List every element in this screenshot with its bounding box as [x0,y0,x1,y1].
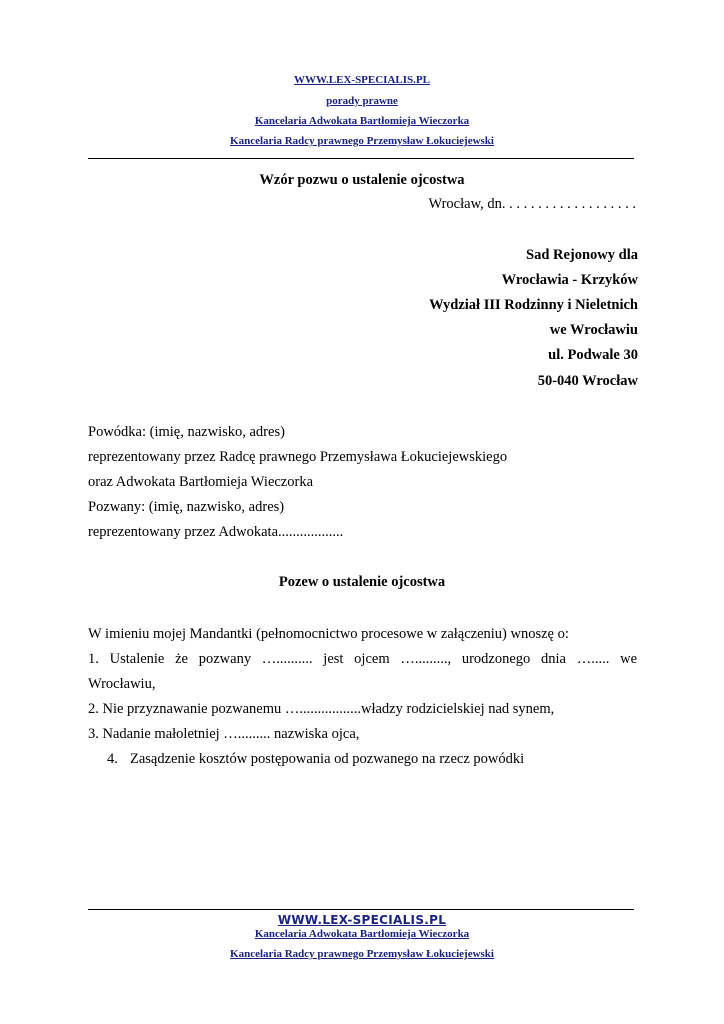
court-line-6: 50-040 Wrocław [537,373,638,389]
claim-item-2: 2. Nie przyznawanie pozwanemu ….................władzy rodzicielskiej nad synem, [88,701,555,717]
party-line-5: reprezentowany przez Adwokata.................. [88,524,344,540]
header-office1-link[interactable]: Kancelaria Adwokata Bartłomieja Wieczorka [254,115,470,127]
header-tagline-link[interactable]: porady prawne [326,95,398,107]
court-line-5: ul. Podwale 30 [548,347,638,363]
court-line-2: Wrocławia - Krzyków [501,272,638,288]
place-date-line: Wrocław, dn. . . . . . . . . . . . . . . . . . . [428,196,636,212]
claim-item-1-line-1: 1. Ustalenie że pozwany ….......... jest ojcem …........., urodzonego dnia …..... we [88,651,637,667]
court-line-1: Sad Rejonowy dla [526,247,638,263]
footer-office1-link[interactable]: Kancelaria Adwokata Bartłomieja Wieczorka [254,928,470,940]
party-line-4: Pozwany: (imię, nazwisko, adres) [88,499,285,515]
party-line-1: Powódka: (imię, nazwisko, adres) [88,424,285,440]
claim-item-1-line-2: Wrocławiu, [88,676,156,692]
party-line-2: reprezentowany przez Radcę prawnego Przemysława Łokuciejewskiego [88,449,508,465]
header-office2-link[interactable]: Kancelaria Radcy prawnego Przemysław Łokuciejewski [230,135,494,147]
header-divider [88,158,634,159]
footer-website-link[interactable]: WWW.LEX-SPECIALIS.PL [277,913,447,927]
court-line-3: Wydział III Rodzinny i Nieletnich [429,297,638,313]
claim-title: Pozew o ustalenie ojcostwa [278,574,446,590]
document-heading: Wzór pozwu o ustalenie ojcostwa [259,172,465,188]
claim-intro: W imieniu mojej Mandantki (pełnomocnictwo procesowe w załączeniu) wnoszę o: [88,626,569,642]
claim-item-4-number: 4. [107,751,118,767]
footer-divider [88,909,634,910]
claim-item-4-text: Zasądzenie kosztów postępowania od pozwanego na rzecz powódki [130,751,525,767]
claim-item-3: 3. Nadanie małoletniej …......... nazwiska ojca, [88,726,360,742]
footer-office2-link[interactable]: Kancelaria Radcy prawnego Przemysław Łokuciejewski [230,948,494,960]
court-line-4: we Wrocławiu [549,322,638,338]
header-website-link[interactable]: WWW.LEX-SPECIALIS.PL [294,74,430,86]
party-line-3: oraz Adwokata Bartłomieja Wieczorka [88,474,314,490]
